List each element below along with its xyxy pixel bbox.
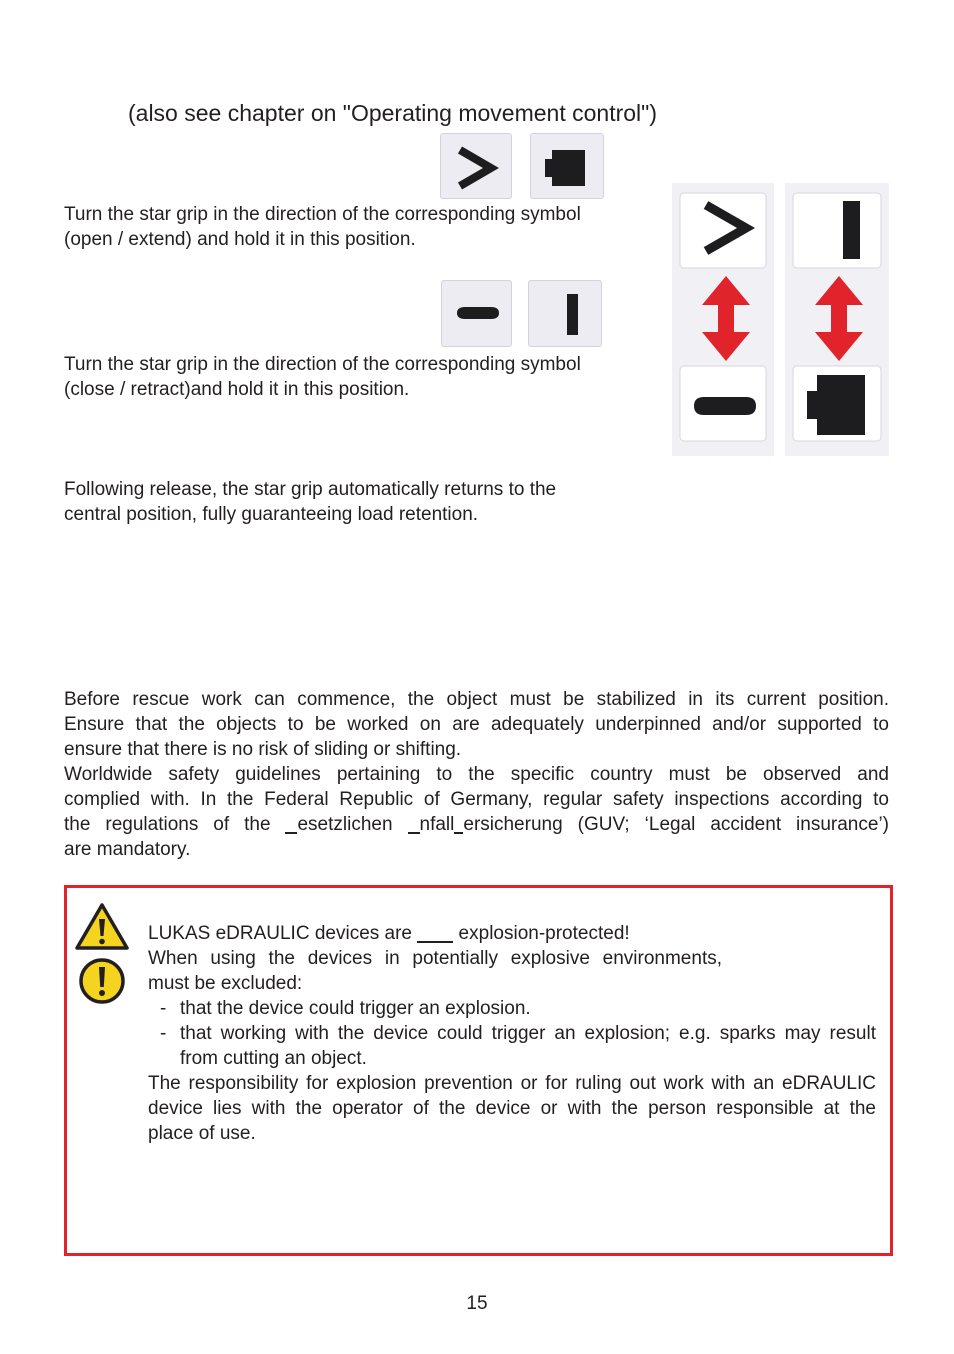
close-symbol-bar-icon: [441, 280, 512, 347]
hazard-triangle-icon: [74, 902, 130, 957]
close-bar-icon: [694, 397, 756, 415]
page-number: 15: [466, 1293, 488, 1314]
missing-letter-blank: [285, 818, 297, 834]
open-symbol-chevron-icon: [440, 133, 512, 199]
release-instruction: Following release, the star grip automatically returns to the central position, fully guaranteeing load retention.: [64, 479, 557, 525]
extend-symbol-block-icon: [530, 133, 604, 199]
open-extend-instruction: Turn the star grip in the direction of the corresponding symbol (open / extend) and hold it in this position.: [64, 204, 581, 250]
warning-text: LUKAS eDRAULIC devices are explosion-protected! When using the devices in potentially explosive environments, must be excluded: - that the device could trigger an explosion. - that working with the device could trigger an explosion; e.g. sparks may result from cutting an object. The responsibility for explosion prevention or for ruling out work with an eDRAULIC device lies with the operator of the device or with the person responsible at the place of use.: [148, 923, 876, 1144]
bullet-item: - that the device could trigger an explosion.: [160, 998, 531, 1019]
close-retract-instruction: Turn the star grip in the direction of the corresponding symbol (close / retract)and hold it in this position.: [64, 354, 581, 400]
stabilization-paragraph: Before rescue work can commence, the object must be stabilized in its current position. Ensure that the objects to be worked on are adequately underpinned and/or supported to ensure that there is no risk of sliding or shifting. Worldwide safety guidelines pertaining to the specific country must be observed and complied with. In the Federal Republic of Germany, regular safety inspections according to the regulations of the esetzlichen nfall ersicherung (GUV; ‘Legal accident insurance’) are mandatory.: [64, 689, 889, 860]
bullet-item: - that working with the device could trigger an explosion; e.g. sparks may result from cutting an object.: [160, 1023, 876, 1069]
exclamation-circle-icon: [78, 957, 126, 1010]
open-close-control-panel: [672, 183, 774, 456]
section-reference: (also see chapter on "Operating movement control"): [128, 100, 657, 126]
retract-slim-icon: [843, 201, 860, 259]
retract-symbol-slim-icon: [528, 280, 602, 347]
guv-line: the regulations of the esetzlichen nfall ersicherung (GUV; ‘Legal accident insurance’): [64, 814, 889, 835]
extend-retract-control-panel: [785, 183, 889, 456]
missing-word-blank: [417, 927, 453, 943]
responsibility-paragraph: The responsibility for explosion prevention or for ruling out work with an eDRAULIC device lies with the operator of the device or with the person responsible at the place of use.: [148, 1073, 876, 1144]
missing-letter-blank: [408, 818, 420, 834]
